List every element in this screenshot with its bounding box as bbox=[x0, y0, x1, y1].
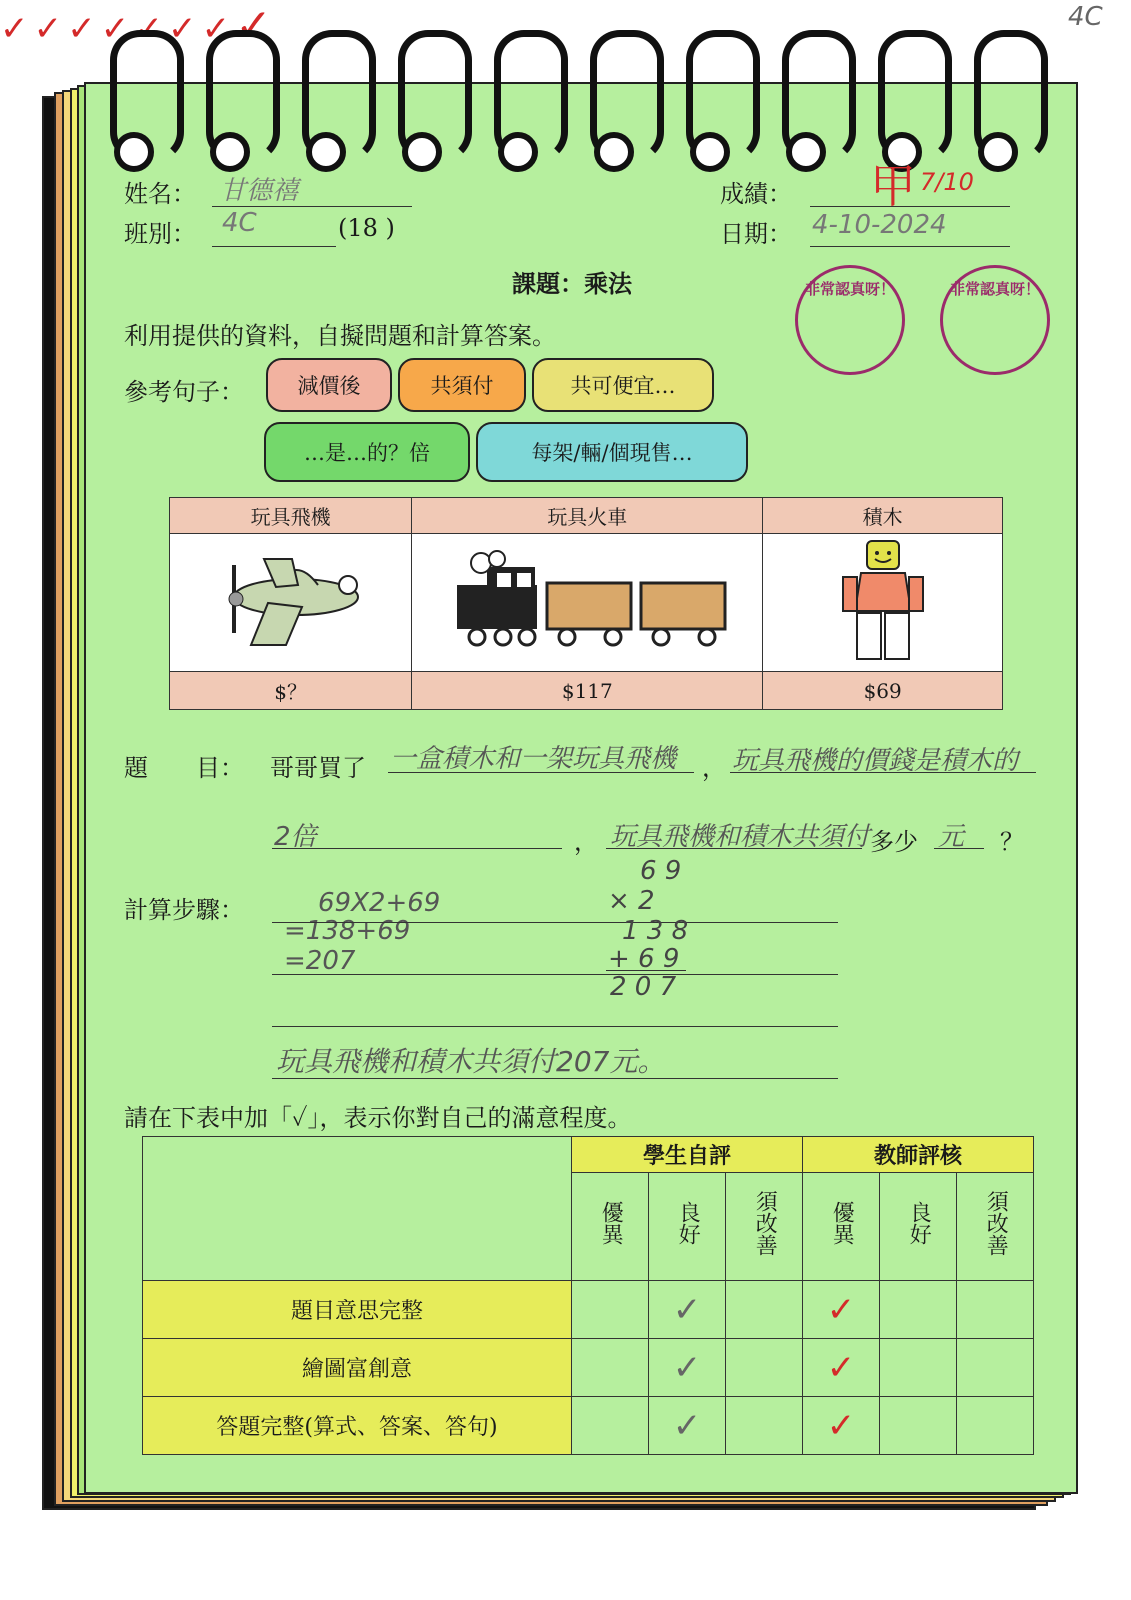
train-picture bbox=[412, 534, 763, 672]
level-header: 優異 bbox=[572, 1173, 649, 1281]
rating-cell[interactable] bbox=[726, 1339, 803, 1397]
stamp-text: 非常認真呀！ bbox=[949, 280, 1040, 298]
level-header: 須改善 bbox=[726, 1173, 803, 1281]
rating-cell[interactable] bbox=[726, 1397, 803, 1455]
product-name: 玩具火車 bbox=[412, 498, 763, 534]
ring-hole bbox=[594, 132, 634, 172]
steps-line bbox=[272, 974, 838, 975]
product-price: $117 bbox=[412, 672, 763, 710]
rating-cell[interactable] bbox=[957, 1339, 1034, 1397]
topic-title: 課題：乘法 bbox=[512, 269, 632, 298]
plane-picture bbox=[170, 534, 412, 672]
teacher-eval-header: 教師評核 bbox=[803, 1137, 1034, 1173]
rating-cell[interactable] bbox=[649, 1397, 726, 1455]
vertical-calc-row: 1 3 8 bbox=[622, 916, 689, 946]
ref-sentence-pill: 每架/輛/個現售… bbox=[476, 422, 748, 482]
rating-cell[interactable] bbox=[649, 1339, 726, 1397]
ring-hole bbox=[402, 132, 442, 172]
class-line bbox=[212, 246, 336, 247]
grade-score: 7/10 bbox=[920, 168, 974, 196]
date-value[interactable]: 4-10-2024 bbox=[812, 210, 947, 240]
vertical-calc-row: + 6 9 bbox=[608, 944, 680, 974]
ref-sentence-pill: 共可便宜… bbox=[532, 358, 714, 412]
teacher-check: ✓ bbox=[167, 9, 197, 49]
rating-cell[interactable] bbox=[803, 1397, 880, 1455]
steps-line bbox=[272, 1026, 838, 1027]
level-header: 良好 bbox=[880, 1173, 957, 1281]
evaluation-prompt: 請在下表中加「✓」，表示你對自己的滿意程度。 bbox=[124, 1104, 632, 1132]
step-line[interactable]: 69X2+69 bbox=[318, 888, 441, 918]
blank-header-cell bbox=[143, 1137, 572, 1281]
date-label: 日期： bbox=[720, 220, 792, 248]
level-header: 良好 bbox=[649, 1173, 726, 1281]
product-price: $？ bbox=[170, 672, 412, 710]
stamp-text: 非常認真呀！ bbox=[804, 280, 895, 298]
steps-line bbox=[272, 922, 838, 923]
instruction: 利用提供的資料，自擬問題和計算答案。 bbox=[124, 322, 556, 350]
teacher-check: ✓ bbox=[201, 9, 231, 49]
class-value[interactable]: 4C bbox=[222, 208, 257, 238]
question-comma: ， bbox=[574, 828, 598, 856]
praise-stamp bbox=[795, 265, 905, 375]
question-fill-2[interactable]: 玩具飛機的價錢是積木的 bbox=[732, 746, 1019, 776]
vertical-calc-row: × 2 bbox=[608, 886, 655, 916]
class-number: (18 ) bbox=[338, 214, 395, 242]
student-check: ✓ bbox=[672, 1405, 702, 1446]
answer-sentence[interactable]: 玩具飛機和積木共須付207元。 bbox=[276, 1045, 666, 1078]
teacher-final-check: ✓ bbox=[235, 0, 273, 51]
vertical-calc-row: 6 9 bbox=[640, 856, 682, 886]
rating-cell[interactable] bbox=[880, 1397, 957, 1455]
question-fill-5[interactable]: 元 bbox=[938, 822, 965, 852]
level-header: 優異 bbox=[803, 1173, 880, 1281]
rating-cell[interactable] bbox=[572, 1397, 649, 1455]
ring-hole bbox=[114, 132, 154, 172]
question-prefix: 哥哥買了 bbox=[270, 754, 366, 782]
name-line bbox=[212, 206, 412, 207]
teacher-check: ✓ bbox=[33, 9, 63, 49]
ring-hole bbox=[978, 132, 1018, 172]
product-price: $69 bbox=[763, 672, 1003, 710]
name-label: 姓名： bbox=[124, 180, 196, 208]
grade-label: 成績： bbox=[720, 180, 792, 208]
class-label: 班別： bbox=[124, 220, 196, 248]
ring-hole bbox=[786, 132, 826, 172]
question-line bbox=[730, 772, 1036, 773]
teacher-check: ✓ bbox=[100, 9, 130, 49]
rating-cell[interactable] bbox=[572, 1281, 649, 1339]
teacher-check: ✓ bbox=[826, 1289, 856, 1330]
vertical-calc-row: 2 0 7 bbox=[610, 972, 677, 1002]
rating-cell[interactable] bbox=[803, 1281, 880, 1339]
step-line[interactable]: =138+69 bbox=[284, 916, 411, 946]
rating-cell[interactable] bbox=[880, 1281, 957, 1339]
ring-hole bbox=[210, 132, 250, 172]
rating-cell[interactable] bbox=[957, 1281, 1034, 1339]
ring-hole bbox=[690, 132, 730, 172]
corner-mark: 4C bbox=[1068, 2, 1103, 32]
question-end: ？ bbox=[1000, 828, 1024, 856]
student-check: ✓ bbox=[672, 1347, 702, 1388]
teacher-check: ✓ bbox=[67, 9, 96, 49]
teacher-check: ✓ bbox=[826, 1405, 856, 1446]
product-name: 玩具飛機 bbox=[170, 498, 412, 534]
block-figure-picture bbox=[763, 534, 1003, 672]
question-line bbox=[934, 848, 984, 849]
rating-cell[interactable] bbox=[572, 1339, 649, 1397]
level-header: 須改善 bbox=[957, 1173, 1034, 1281]
ref-sentence-pill: 共須付 bbox=[398, 358, 526, 412]
question-mid: 多少 bbox=[870, 828, 918, 856]
vertical-calc-bar bbox=[606, 970, 686, 971]
products-table bbox=[169, 497, 1003, 710]
question-comma: ， bbox=[702, 754, 726, 782]
rating-cell[interactable] bbox=[880, 1339, 957, 1397]
question-line bbox=[606, 848, 862, 849]
reference-label: 參考句子： bbox=[124, 378, 244, 406]
question-line bbox=[388, 772, 694, 773]
rating-cell[interactable] bbox=[649, 1281, 726, 1339]
ref-sentence-pill: 減價後 bbox=[266, 358, 392, 412]
rating-cell[interactable] bbox=[726, 1281, 803, 1339]
criterion-label: 繪圖富創意 bbox=[143, 1339, 572, 1397]
question-fill-3[interactable]: 2倍 bbox=[274, 822, 317, 852]
question-fill-4[interactable]: 玩具飛機和積木共須付 bbox=[610, 822, 871, 852]
date-line bbox=[810, 246, 1010, 247]
question-label: 題 目： bbox=[124, 754, 244, 782]
teacher-check: ✓ bbox=[0, 9, 29, 49]
question-line bbox=[272, 848, 562, 849]
teacher-check: ✓ bbox=[134, 9, 163, 49]
product-name: 積木 bbox=[763, 498, 1003, 534]
ref-sentence-pill: …是…的？倍 bbox=[264, 422, 470, 482]
student-self-eval-header: 學生自評 bbox=[572, 1137, 803, 1173]
praise-stamp bbox=[940, 265, 1050, 375]
criterion-label: 答題完整(算式、答案、答句) bbox=[143, 1397, 572, 1455]
ring-hole bbox=[498, 132, 538, 172]
criterion-label: 題目意思完整 bbox=[143, 1281, 572, 1339]
grade-line bbox=[810, 206, 1010, 207]
teacher-check: ✓ bbox=[826, 1347, 856, 1388]
name-value[interactable]: 甘德禧 bbox=[220, 176, 299, 206]
question-fill-1[interactable]: 一盒積木和一架玩具飛機 bbox=[390, 744, 677, 774]
student-check: ✓ bbox=[672, 1289, 702, 1330]
steps-label: 計算步驟： bbox=[124, 896, 244, 924]
rating-cell[interactable] bbox=[803, 1339, 880, 1397]
step-line[interactable]: =207 bbox=[284, 946, 356, 976]
ring-hole bbox=[306, 132, 346, 172]
evaluation-table bbox=[142, 1136, 1034, 1455]
grade-value: 甲 bbox=[870, 159, 916, 213]
rating-cell[interactable] bbox=[957, 1397, 1034, 1455]
